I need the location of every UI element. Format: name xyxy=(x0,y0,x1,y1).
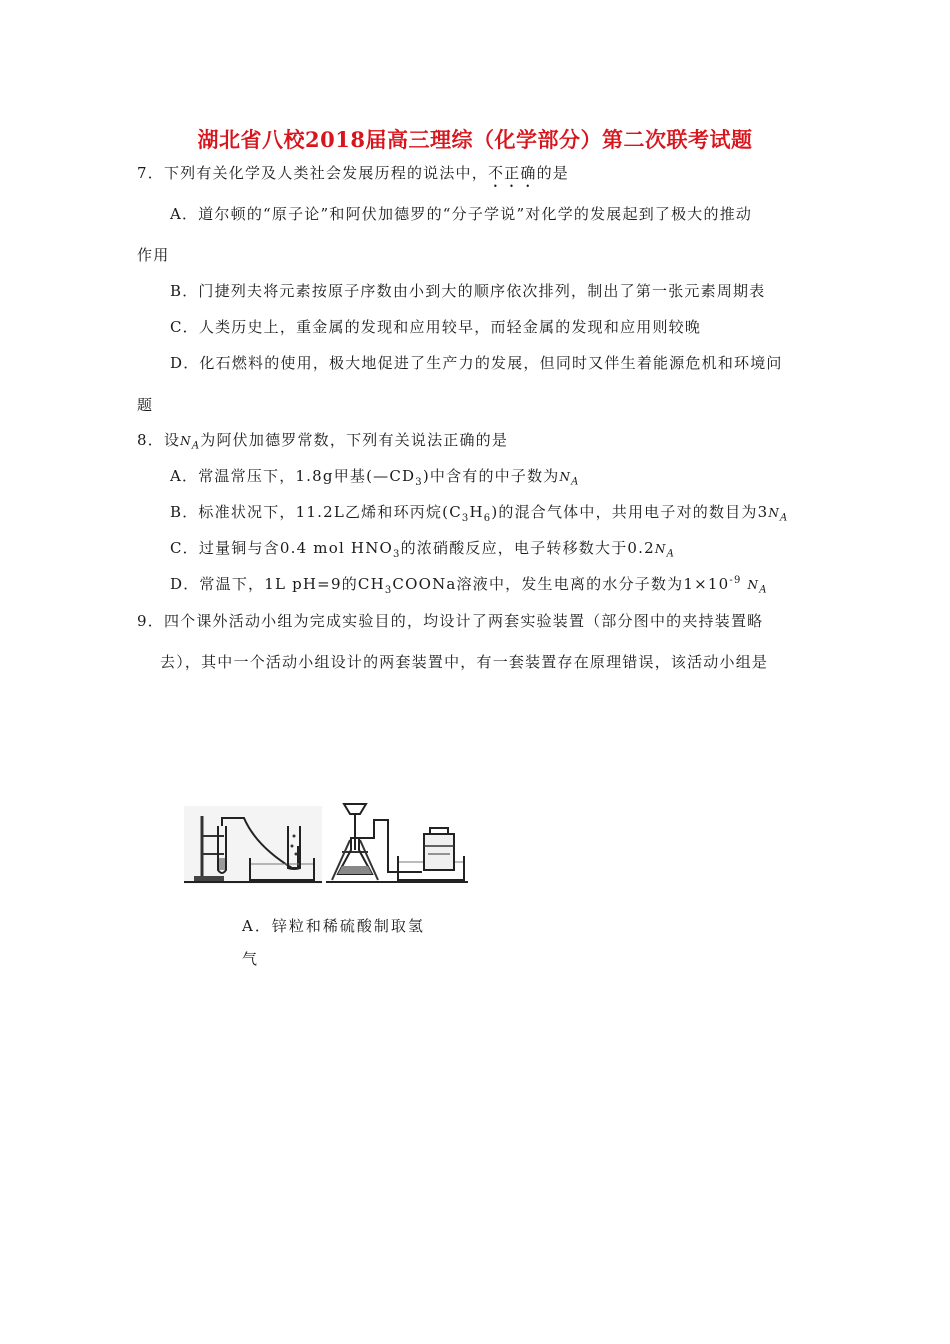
q8-stem xyxy=(137,429,508,451)
figure-caption-a: A．锌粒和稀硫酸制取氢 xyxy=(242,917,425,935)
q8-b-sub2: 6 xyxy=(483,513,492,524)
q8-stem-text: 8．设 xyxy=(137,431,181,449)
avogadro-sub: A xyxy=(780,512,789,524)
q7-option-d-cont: 题 xyxy=(137,396,154,414)
avogadro-n: N xyxy=(559,470,572,484)
q9-stem-line2: 去），其中一个活动小组设计的两套装置中，有一套装置存在原理错误，该活动小组是 xyxy=(160,653,769,671)
q7-option-d: D．化石燃料的使用，极大地促进了生产力的发展，但同时又伴生着能源危机和环境问 xyxy=(170,354,783,372)
avogadro-symbol xyxy=(654,542,675,560)
q8-b-sub1: 3 xyxy=(461,513,470,524)
q7-stem-text: 7．下列有关化学及人类社会发展历程的说法中， xyxy=(137,164,488,182)
avogadro-symbol xyxy=(768,506,789,524)
q8-option-b xyxy=(170,501,788,524)
q7-option-a: A．道尔顿的“原子论”和阿伏加德罗的“分子学说”对化学的发展起到了极大的推动 xyxy=(170,205,753,223)
q8-a-sub: 3 xyxy=(415,477,423,488)
avogadro-symbol xyxy=(180,434,201,452)
avogadro-n: N xyxy=(747,578,760,592)
apparatus-figure-right xyxy=(326,800,468,884)
q8-option-d xyxy=(170,573,768,596)
q8-d-sub: 3 xyxy=(384,585,393,596)
q8-a-text: A．常温常压下，1.8g甲基(—CD xyxy=(170,467,416,485)
apparatus-figure-left xyxy=(184,806,322,884)
avogadro-symbol xyxy=(559,470,580,488)
q8-stem-end: 为阿伏加德罗常数，下列有关说法正确的是 xyxy=(200,431,509,449)
q8-c-sub: 3 xyxy=(393,549,401,560)
q8-c-text-end: 的浓硝酸反应，电子转移数大于0.2 xyxy=(400,539,655,557)
q7-option-c: C．人类历史上，重金属的发现和应用较早，而轻金属的发现和应用则较晚 xyxy=(170,318,702,336)
q8-d-sup: -9 xyxy=(729,575,742,586)
avogadro-n: N xyxy=(768,506,781,520)
q8-b-text-end: )的混合气体中，共用电子对的数目为3 xyxy=(491,503,769,521)
avogadro-symbol xyxy=(747,578,768,596)
q8-d-text-mid: COONa溶液中，发生电离的水分子数为1×10 xyxy=(392,575,730,593)
q7-option-b: B．门捷列夫将元素按原子序数由小到大的顺序依次排列，制出了第一张元素周期表 xyxy=(170,282,766,300)
avogadro-sub: A xyxy=(191,440,201,452)
avogadro-sub: A xyxy=(759,584,768,596)
q8-d-text: D．常温下，1L pH=9的CH xyxy=(170,575,385,593)
figure-caption-a-cont: 气 xyxy=(242,950,260,968)
avogadro-sub: A xyxy=(571,476,580,488)
q8-option-c xyxy=(170,537,675,560)
q7-stem-end: 的是 xyxy=(536,164,569,182)
q8-c-text: C．过量铜与含0.4 mol HNO xyxy=(170,539,394,557)
q9-stem-line1: 9．四个课外活动小组为完成实验目的，均设计了两套实验装置（部分图中的夹持装置略 xyxy=(137,612,764,630)
q8-b-h: H xyxy=(469,503,484,521)
q7-stem xyxy=(137,162,569,191)
avogadro-sub: A xyxy=(666,548,675,560)
avogadro-n: N xyxy=(180,434,192,448)
q7-stem-emphasis: 不正确 xyxy=(487,164,537,182)
q8-b-text: B．标准状况下，11.2L乙烯和环丙烷(C xyxy=(170,503,462,521)
q7-option-a-cont: 作用 xyxy=(137,246,170,264)
avogadro-n: N xyxy=(654,542,667,556)
q8-a-text-end: )中含有的中子数为 xyxy=(422,467,560,485)
q8-option-a xyxy=(170,465,580,488)
page-title: 湖北省八校2018届高三理综（化学部分）第二次联考试题 xyxy=(197,127,753,152)
